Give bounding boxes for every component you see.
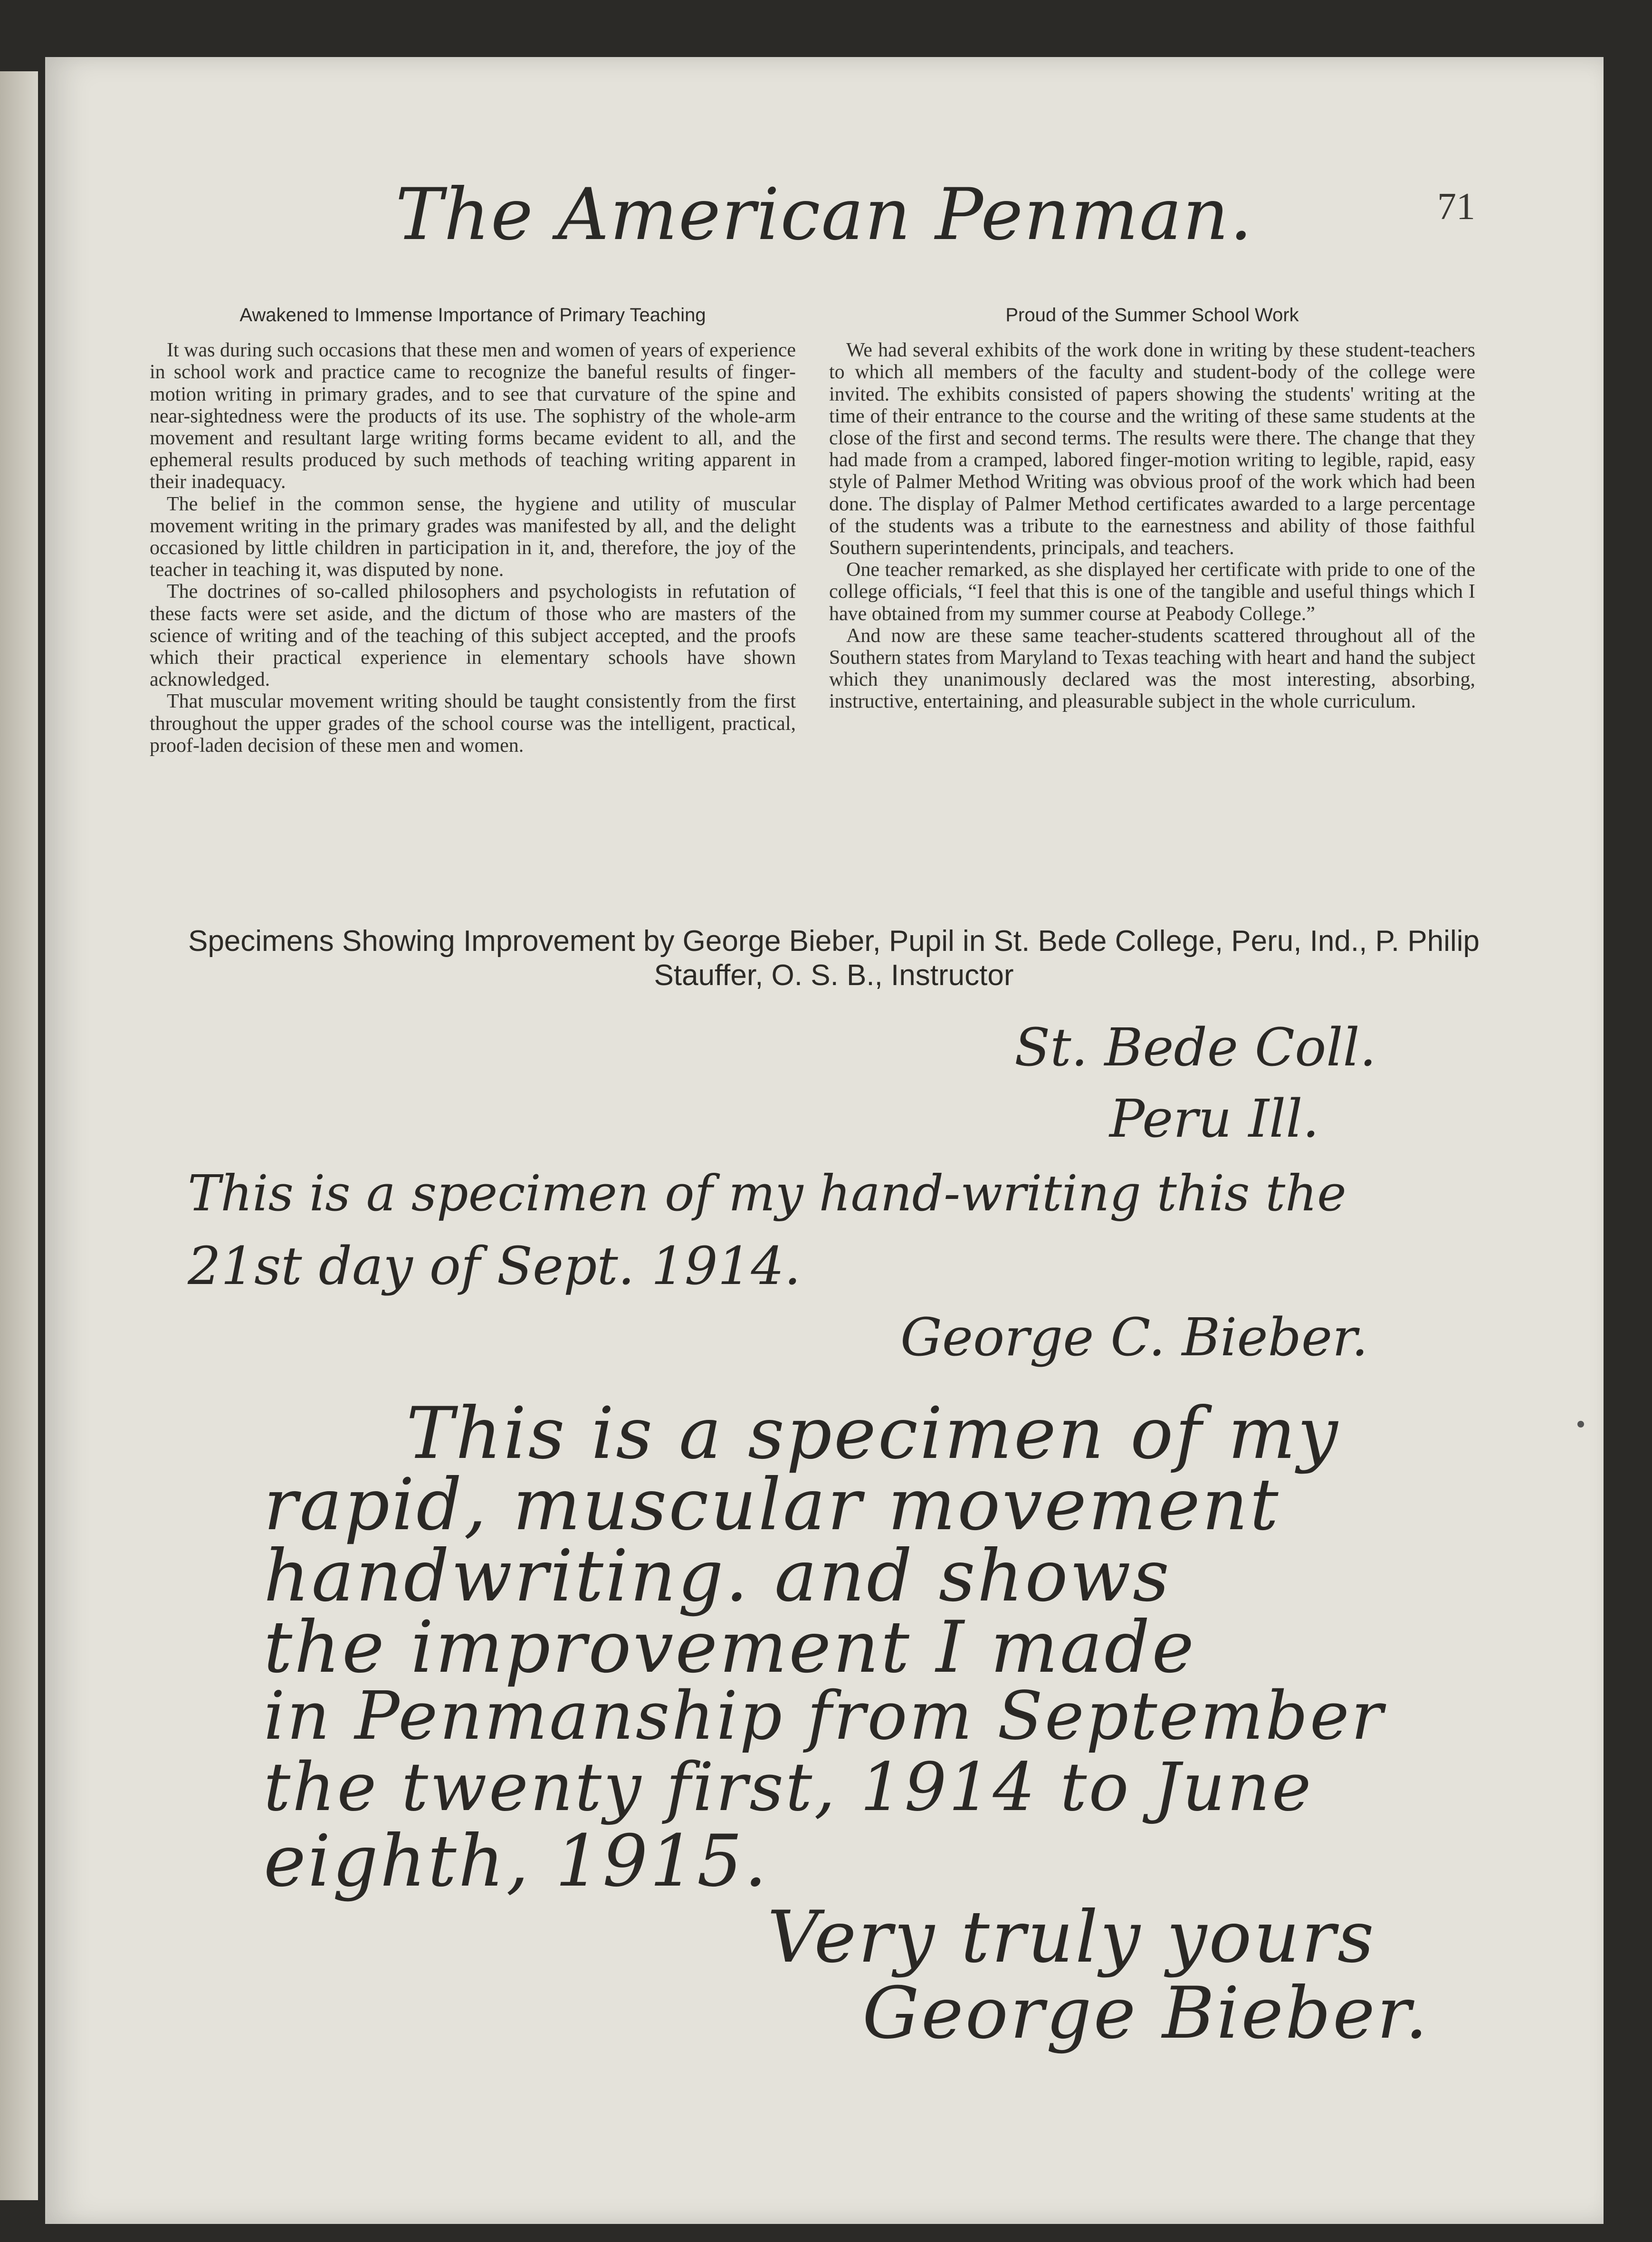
left-paragraph-4: That muscular movement writing should be taught consistently from the first throughout the upper grades of the school course was the intelligent, practical, proof-laden decision of these men and women.	[150, 690, 796, 757]
right-column	[829, 304, 1475, 713]
right-paragraph-3: And now are these same teacher-students scattered throughout all of the Southern states from Maryland to Texas teaching with heart and hand the subject which they unanimously declared was the most interesting, absorbing, instructive, entertaining, and pleasurable subject in the whole curriculum.	[829, 624, 1475, 713]
specimen-after-line-5: in Penmanship from September	[264, 1677, 1385, 1755]
specimen-before-signature: George C. Bieber.	[900, 1307, 1368, 1368]
page-number: 71	[1437, 186, 1475, 228]
magazine-page	[45, 57, 1604, 2224]
specimen-after-line-1: This is a specimen of my	[406, 1392, 1340, 1475]
specimen-after-line-2: rapid, muscular movement	[264, 1464, 1280, 1546]
specimen-caption	[150, 924, 1518, 993]
left-paragraph-1: It was during such occasions that these men and women of years of experience in school work and practice came to recognize the baneful results of finger-motion writing in primary grades, and to see that curvature of the spine and near-sightedness were the products of its use. The sophistry of the whole-arm movement and resultant large writing forms became evident to all, and the ephemeral results produced by such methods of teaching writing apparent in their inadequacy.	[150, 339, 796, 493]
left-paragraph-3: The doctrines of so-called philosophers and psychologists in refutation of these facts were set aside, and the dictum of those who are masters of the science of writing and of the teaching of this subject accepted, and the proofs which their practical experience in elementary schools have shown acknowledged.	[150, 581, 796, 691]
specimen-before-line-2: 21st day of Sept. 1914.	[188, 1236, 801, 1296]
specimen-after-line-7: eighth, 1915.	[264, 1820, 769, 1903]
left-paragraph-2: The belief in the common sense, the hygiene and utility of muscular movement writing in the primary grades was manifested by all, and the delight occasioned by little children in participation in it, and, therefore, the joy of the teacher in teaching it, was disputed by none.	[150, 493, 796, 581]
specimen-after-line-3: handwriting. and shows	[264, 1535, 1171, 1618]
left-column	[150, 304, 796, 757]
right-paragraph-1: We had several exhibits of the work done in writing by these student-teachers to which all members of the faculty and student-body of the college were invited. The exhibits consisted of papers showing the students' writing at the time of their entrance to the course and the writing of these same students at the close of the first and second terms. The results were there. The change that they had made from a cramped, labored finger-motion writing to legible, rapid, easy style of Palmer Method Writing was obvious proof of the work which had been done. The display of Palmer Method certificates awarded to a large percentage of the students was a tribute to the earnestness and ability of those faithful Southern superintendents, principals, and teachers.	[829, 339, 1475, 559]
facing-page-edge	[0, 71, 38, 2200]
specimen-after-signature: George Bieber.	[862, 1972, 1430, 2055]
right-column-heading: Proud of the Summer School Work	[1005, 305, 1299, 326]
left-column-heading: Awakened to Immense Importance of Primary Teaching	[239, 305, 706, 326]
specimen-after-closing: Very truly yours	[767, 1896, 1376, 1979]
specimen-after-line-6: the twenty first, 1914 to June	[264, 1749, 1313, 1826]
ink-spot	[1577, 1421, 1584, 1428]
masthead-logo: The American Penman.	[395, 173, 1253, 256]
caption-line-1: Specimens Showing Improvement by George Bieber, Pupil in St. Bede College, Peru, Ind., P. Philip	[188, 925, 1480, 958]
caption-line-2: Stauffer, O. S. B., Instructor	[654, 959, 1014, 992]
specimen-address-1: St. Bede Coll.	[1014, 1017, 1376, 1078]
specimen-address-2: Peru Ill.	[1109, 1088, 1319, 1149]
specimen-after-line-4: the improvement I made	[264, 1606, 1196, 1689]
right-paragraph-2: One teacher remarked, as she displayed her certificate with pride to one of the college officials, “I feel that this is one of the tangible and useful things which I have obtained from my summer course at Peabody College.”	[829, 559, 1475, 625]
specimen-before-line-1: This is a specimen of my hand-writing this the	[188, 1164, 1346, 1222]
